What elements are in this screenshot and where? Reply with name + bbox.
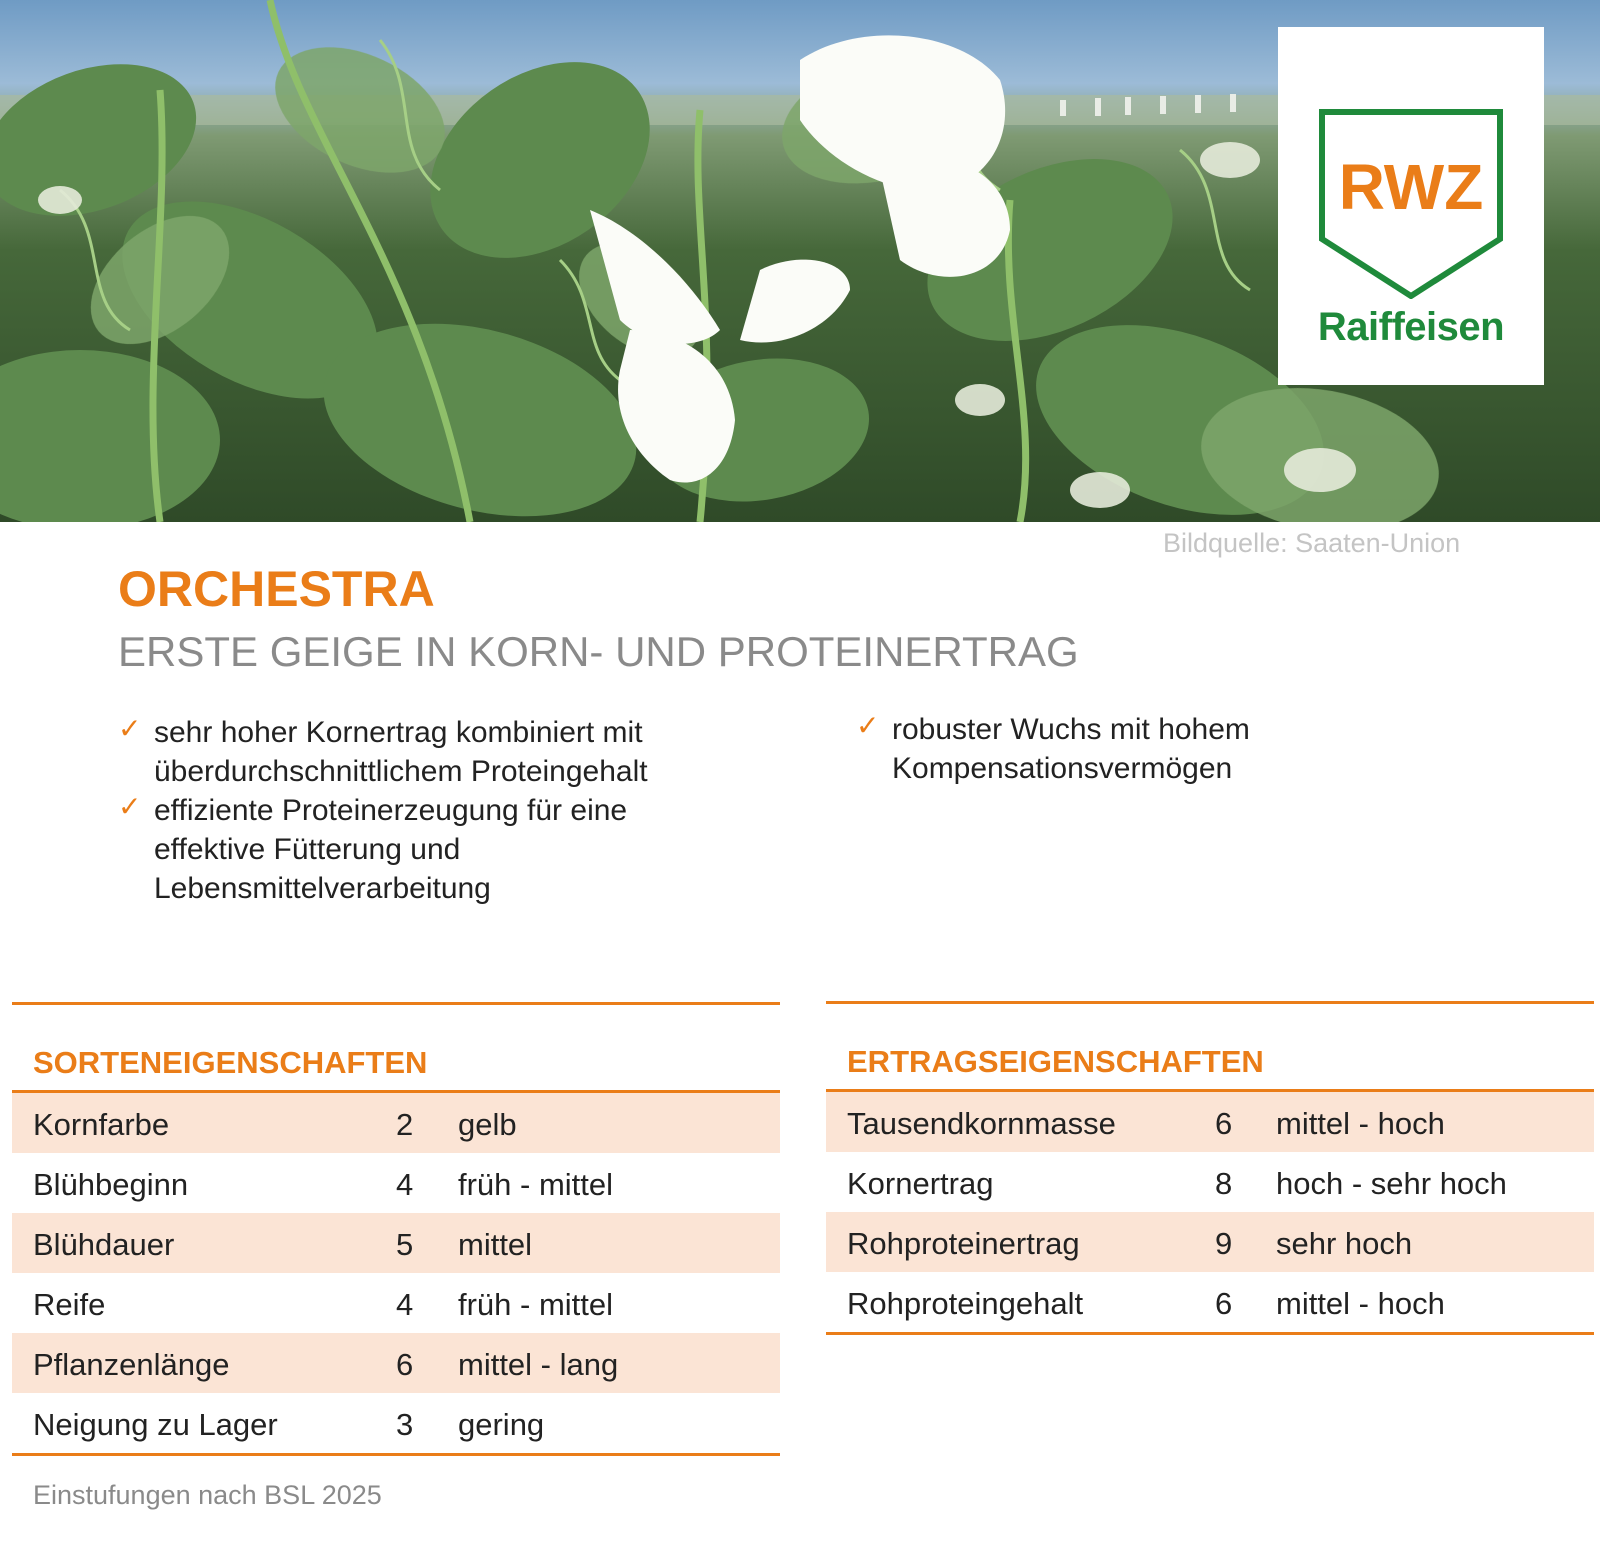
trait-score: 6	[396, 1347, 414, 1382]
trait-name: Kornertrag	[847, 1166, 994, 1201]
table-heading	[12, 1005, 780, 1093]
trait-rating: gering	[458, 1407, 545, 1442]
rwz-raiffeisen-logo	[1278, 27, 1544, 385]
page-subtitle: ERSTE GEIGE IN KORN- UND PROTEINERTRAG	[118, 628, 1079, 675]
page-title: ORCHESTRA	[118, 561, 435, 617]
trait-rating: mittel - hoch	[1276, 1106, 1445, 1141]
feature-item	[118, 713, 738, 791]
feature-list-right	[856, 710, 1376, 788]
table-row	[12, 1273, 780, 1333]
hero-photo	[0, 0, 1600, 522]
trait-score: 9	[1215, 1226, 1233, 1261]
trait-score: 6	[1215, 1286, 1233, 1321]
trait-rating: hoch - sehr hoch	[1276, 1166, 1507, 1201]
table-row	[826, 1092, 1594, 1152]
trait-rating: mittel - hoch	[1276, 1286, 1445, 1321]
trait-name: Kornfarbe	[33, 1107, 170, 1142]
table-row	[12, 1333, 780, 1393]
table-row	[12, 1213, 780, 1273]
table-bottom-rule	[826, 1332, 1594, 1335]
image-credit: Bildquelle: Saaten-Union	[1163, 528, 1461, 558]
trait-name: Neigung zu Lager	[33, 1407, 278, 1442]
table-row	[12, 1093, 780, 1153]
table-row	[12, 1393, 780, 1453]
trait-score: 4	[396, 1167, 414, 1202]
checkmark-icon: ✓	[856, 709, 880, 742]
table-row	[826, 1152, 1594, 1212]
trait-name: Blühdauer	[33, 1227, 175, 1262]
feature-text: robuster Wuchs mit hohem Kompensationsvermögen	[892, 713, 1250, 785]
trait-score: 8	[1215, 1166, 1233, 1201]
table-heading-text: SORTENEIGENSCHAFTEN	[33, 1045, 428, 1080]
table-row	[12, 1153, 780, 1213]
trait-score: 6	[1215, 1106, 1233, 1141]
trait-rating: gelb	[458, 1107, 517, 1142]
footnote: Einstufungen nach BSL 2025	[33, 1480, 382, 1510]
checkmark-icon: ✓	[118, 790, 142, 823]
trait-rating: früh - mittel	[458, 1167, 614, 1202]
feature-item	[118, 791, 738, 908]
feature-item	[856, 710, 1376, 788]
checkmark-icon: ✓	[118, 712, 142, 745]
trait-name: Tausendkornmasse	[847, 1106, 1116, 1141]
trait-score: 3	[396, 1407, 414, 1442]
variety-traits-table	[12, 1002, 780, 1456]
trait-name: Rohproteingehalt	[847, 1286, 1084, 1321]
feature-text: sehr hoher Kornertrag kombiniert mit überdurchschnittlichem Proteingehalt	[154, 716, 648, 788]
trait-score: 5	[396, 1227, 414, 1262]
table-heading-text: ERTRAGSEIGENSCHAFTEN	[847, 1044, 1264, 1079]
trait-rating: früh - mittel	[458, 1287, 614, 1322]
feature-list-left	[118, 713, 738, 908]
trait-rating: mittel	[458, 1227, 533, 1262]
table-bottom-rule	[12, 1453, 780, 1456]
trait-name: Blühbeginn	[33, 1167, 189, 1202]
trait-rating: sehr hoch	[1276, 1226, 1413, 1261]
trait-rating: mittel - lang	[458, 1347, 619, 1382]
table-heading	[826, 1004, 1594, 1092]
logo-sub-text: Raiffeisen	[1317, 305, 1505, 349]
trait-score: 2	[396, 1107, 414, 1142]
trait-name: Rohproteinertrag	[847, 1226, 1080, 1261]
table-row	[826, 1212, 1594, 1272]
logo-shield-icon	[1319, 109, 1503, 299]
trait-name: Reife	[33, 1287, 106, 1322]
table-row	[826, 1272, 1594, 1332]
trait-score: 4	[396, 1287, 414, 1322]
feature-text: effiziente Proteinerzeugung für eine effektive Fütterung und Lebensmittelverarbeitung	[154, 794, 628, 905]
trait-name: Pflanzenlänge	[33, 1347, 230, 1382]
yield-traits-table	[826, 1001, 1594, 1335]
logo-main-text: RWZ	[1338, 151, 1484, 223]
